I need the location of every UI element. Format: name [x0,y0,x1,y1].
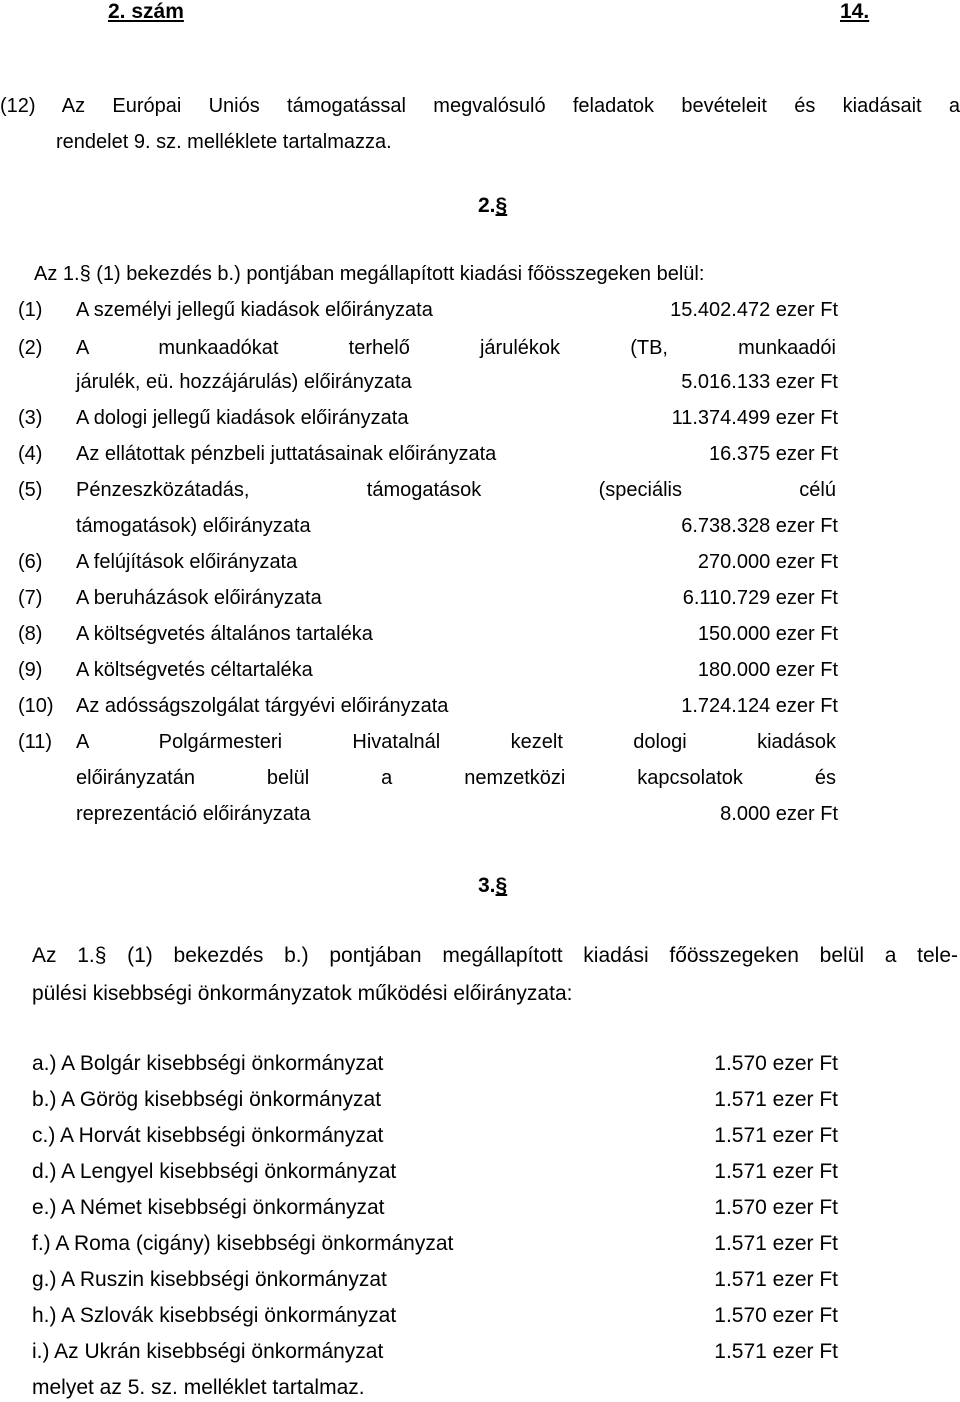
item-amount: 180.000 ezer Ft [697,659,838,681]
para12-line1: (12) Az Európai Uniós támogatással megvalósuló feladatok bevételeit és kiadásait a [0,95,960,117]
item-amount: 1.571 ezer Ft [714,1124,838,1147]
item-amount: 11.374.499 ezer Ft [671,407,838,429]
item-amount: 1.571 ezer Ft [714,1268,838,1291]
item-number: (4) [18,443,43,465]
section-3-intro-line1: Az 1.§ (1) bekezdés b.) pontjában megállapított kiadási főösszegeken belül a tele- [32,944,958,967]
item-amount: 8.000 ezer Ft [720,803,838,825]
para12-line2: rendelet 9. sz. melléklete tartalmazza. [56,131,392,153]
item-label: Az ellátottak pénzbeli juttatásainak előirányzata [76,443,497,465]
item-label-line1: A munkaadókat terhelő járulékok (TB, munkaadói [76,337,836,359]
item-number: (7) [18,587,43,609]
page-number: 14. [840,0,870,23]
item-number: (11) [18,731,53,753]
item-label-line3: reprezentáció előirányzata [76,803,311,825]
item-label-line1: Pénzeszközátadás, támogatások (speciális célú [76,479,836,501]
item-amount: 5.016.133 ezer Ft [681,371,838,393]
item-number: (1) [18,299,43,321]
item-label: A költségvetés általános tartaléka [76,623,373,645]
section-symbol: § [495,874,508,897]
item-amount: 1.724.124 ezer Ft [681,695,838,717]
item-amount: 270.000 ezer Ft [697,551,838,573]
item-label: b.) A Görög kisebbségi önkormányzat [32,1088,382,1111]
issue-number: 2. szám [108,0,184,23]
item-label: A személyi jellegű kiadások előirányzata [76,299,433,321]
item-label: g.) A Ruszin kisebbségi önkormányzat [32,1268,387,1291]
item-number: (10) [18,695,54,717]
item-label: A beruházások előirányzata [76,587,322,609]
item-label: f.) A Roma (cigány) kisebbségi önkormányzat [32,1232,454,1255]
item-amount: 1.570 ezer Ft [714,1196,838,1219]
item-amount: 1.570 ezer Ft [714,1052,838,1075]
item-amount: 1.570 ezer Ft [714,1304,838,1327]
item-label-line2: előirányzatán belül a nemzetközi kapcsolatok és [76,767,836,789]
section-3-intro-line2: pülési kisebbségi önkormányzatok működési előirányzata: [32,982,573,1005]
item-label: e.) A Német kisebbségi önkormányzat [32,1196,385,1219]
item-label: A dologi jellegű kiadások előirányzata [76,407,409,429]
item-label: h.) A Szlovák kisebbségi önkormányzat [32,1304,397,1327]
item-label: A felújítások előirányzata [76,551,298,573]
section-symbol: § [495,194,508,217]
item-label-line2: támogatások) előirányzata [76,515,311,537]
item-label-line1: A Polgármesteri Hivatalnál kezelt dologi kiadások [76,731,836,753]
item-amount: 6.110.729 ezer Ft [682,587,838,609]
item-label: d.) A Lengyel kisebbségi önkormányzat [32,1160,397,1183]
item-amount: 1.571 ezer Ft [714,1088,838,1111]
item-number: (5) [18,479,43,501]
item-label: a.) A Bolgár kisebbségi önkormányzat [32,1052,384,1075]
item-label: Az adósságszolgálat tárgyévi előirányzata [76,695,449,717]
item-amount: 1.571 ezer Ft [714,1160,838,1183]
item-amount: 16.375 ezer Ft [709,443,838,465]
item-amount: 150.000 ezer Ft [697,623,838,645]
item-label: c.) A Horvát kisebbségi önkormányzat [32,1124,384,1147]
item-amount: 15.402.472 ezer Ft [670,299,838,321]
closing-sentence: melyet az 5. sz. melléklet tartalmaz. [32,1376,365,1399]
item-amount: 6.738.328 ezer Ft [681,515,838,537]
section-3-heading: 3.§ [478,874,508,897]
item-number: (8) [18,623,43,645]
item-label: A költségvetés céltartaléka [76,659,313,681]
item-number: (2) [18,337,43,359]
item-number: (9) [18,659,43,681]
item-amount: 1.571 ezer Ft [714,1232,838,1255]
item-number: (6) [18,551,43,573]
section-2-intro: Az 1.§ (1) bekezdés b.) pontjában megállapított kiadási főösszegeken belül: [34,263,705,285]
item-amount: 1.571 ezer Ft [714,1340,838,1363]
section-2-heading: 2.§ [478,194,508,217]
item-label: i.) Az Ukrán kisebbségi önkormányzat [32,1340,384,1363]
item-number: (3) [18,407,43,429]
item-label-line2: járulék, eü. hozzájárulás) előirányzata [76,371,412,393]
